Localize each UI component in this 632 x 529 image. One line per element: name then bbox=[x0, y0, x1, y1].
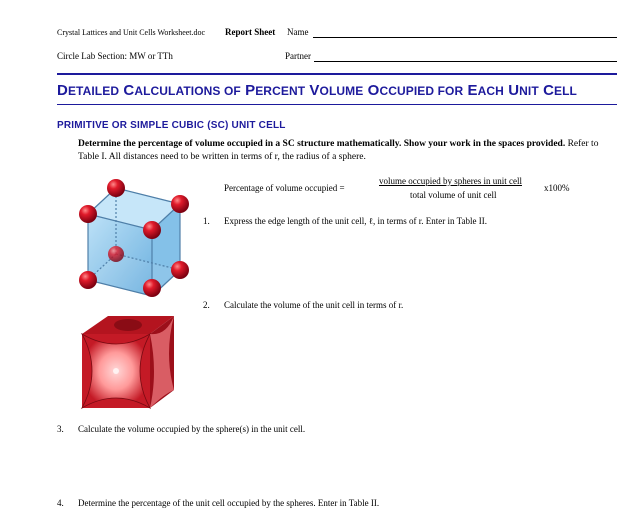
question-3-number: 3. bbox=[57, 424, 64, 434]
formula-label: Percentage of volume occupied = bbox=[224, 183, 345, 193]
partner-label: Partner bbox=[285, 51, 311, 61]
instructions-normal: Refer to Table I. All distances need to be written in terms of r, the radius of a sphere. bbox=[78, 139, 599, 162]
question-3-text: Calculate the volume occupied by the sphere(s) in the unit cell. bbox=[78, 424, 306, 434]
question-2-number: 2. bbox=[203, 300, 210, 310]
question-4-number: 4. bbox=[57, 498, 64, 508]
formula-multiplier: x100% bbox=[544, 183, 570, 193]
title-bottom-rule bbox=[57, 104, 617, 105]
title-top-rule bbox=[57, 73, 617, 75]
question-2-text: Calculate the volume of the unit cell in terms of r. bbox=[224, 300, 404, 310]
space-filling-unit-cell-icon bbox=[80, 312, 176, 412]
lab-section-label: Circle Lab Section: MW or TTh bbox=[57, 51, 173, 61]
instructions bbox=[78, 138, 618, 164]
question-1-text: Express the edge length of the unit cell, ℓ, in terms of r. Enter in Table II. bbox=[224, 216, 487, 226]
name-field-line[interactable] bbox=[313, 37, 617, 38]
report-sheet-label: Report Sheet bbox=[225, 27, 276, 37]
partner-field-line[interactable] bbox=[314, 61, 617, 62]
section-heading: PRIMITIVE OR SIMPLE CUBIC (SC) UNIT CELL bbox=[57, 120, 286, 131]
formula-denominator: total volume of unit cell bbox=[410, 190, 497, 200]
simple-cubic-lattice-icon bbox=[74, 174, 200, 300]
formula-numerator: volume occupied by spheres in unit cell bbox=[379, 176, 522, 186]
instructions-bold: Determine the percentage of volume occupied in a SC structure mathematically. Show your work in the spaces provided. bbox=[78, 139, 566, 149]
page-title: DETAILED CALCULATIONS OF PERCENT VOLUME OCCUPIED FOR EACH UNIT CELL bbox=[57, 82, 577, 99]
question-1-number: 1. bbox=[203, 216, 210, 226]
question-4-text: Determine the percentage of the unit cell occupied by the spheres. Enter in Table II. bbox=[78, 498, 380, 508]
name-label: Name bbox=[287, 27, 309, 37]
document-filename: Crystal Lattices and Unit Cells Worksheet.doc bbox=[57, 28, 206, 37]
